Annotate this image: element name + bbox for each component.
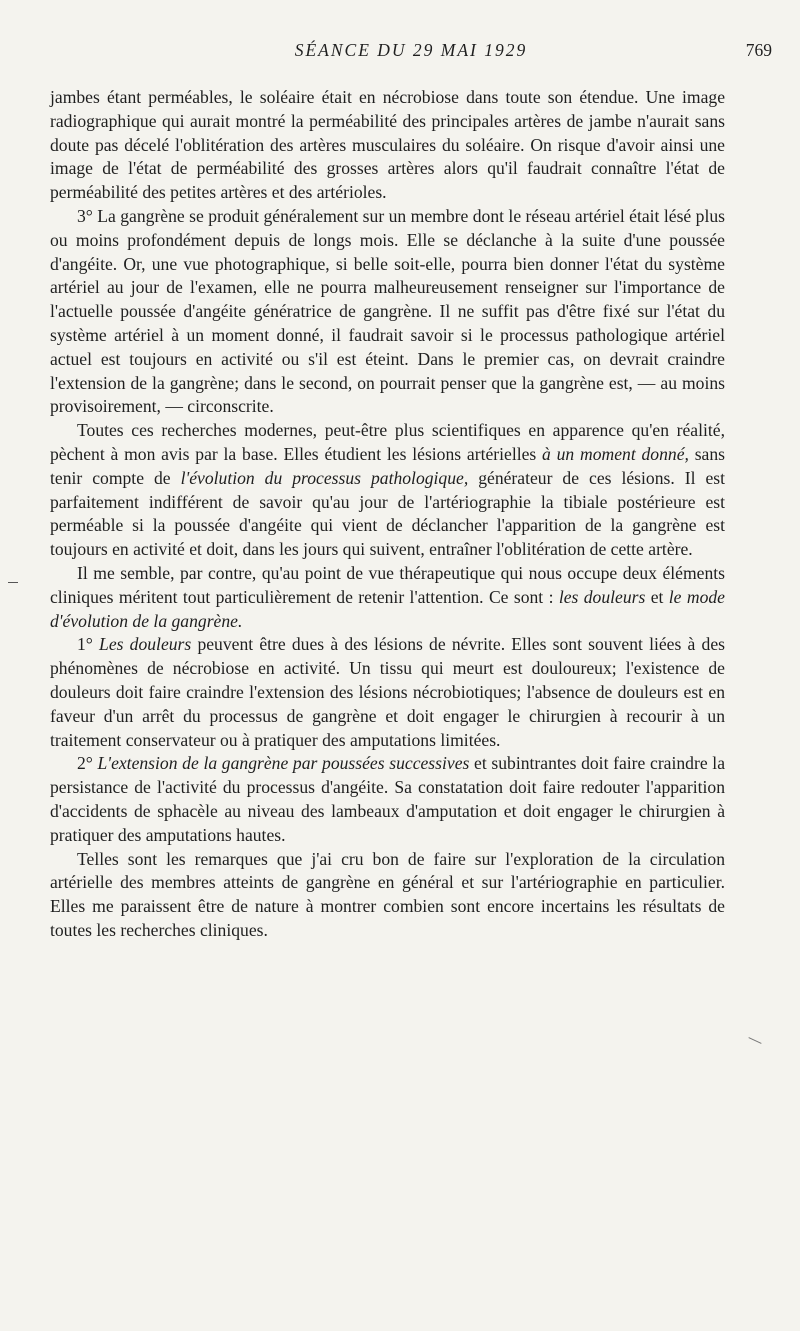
paragraph-4	[50, 562, 725, 633]
paragraph-text: sans tenir compte de	[50, 443, 725, 488]
italic-phrase: L'extension de la gangrène par poussées successives	[97, 753, 470, 774]
paragraph-text: 1°	[77, 634, 100, 655]
italic-phrase: le mode d'évolution de la gangrène.	[50, 586, 725, 631]
paragraph-text: et	[645, 586, 669, 607]
paragraph-text: 2°	[77, 753, 98, 774]
paragraph-text: 3° La gangrène se produit généralement sur un membre dont le réseau artériel était lésé plus ou moins profondément depuis de longs mois. Elle se déclanche à la suite d'une poussée d'angéite. Or, une vue photographique, si belle soit-elle, pourra bien donner l'état du système artériel au jour de l'examen, elle ne pourra malheureusement renseigner sur l'importance de l'actuelle poussée d'angéite génératrice de gangrène. Il ne suffit pas d'être fixé sur l'état du système artériel à un moment donné, il faudrait savoir si le processus pathologique artériel actuel est toujours en activité ou s'il est éteint. Dans le premier cas, on devrait craindre l'extension de la gangrène; dans le second, on pourrait penser que la gangrène est, — au moins provisoirement, — circonscrite.	[50, 205, 725, 417]
margin-mark	[748, 1037, 761, 1044]
running-head: SÉANCE DU 29 MAI 1929	[294, 40, 528, 60]
paragraph-3	[50, 419, 725, 562]
paragraph-text: jambes étant perméables, le soléaire était en nécrobiose dans toute son étendue. Une image radiographique qui aurait montré la perméabilité des principales artères de jambe n'aurait sans doute pas décelé l'oblitération des artères musculaires du soléaire. On risque d'avoir ainsi une image de l'état de perméabilité des grosses artères alors qu'il faudrait connaître l'état de perméabilité des petites artères et des artérioles.	[50, 87, 725, 203]
paragraph-text: peuvent être dues à des lésions de névrite. Elles sont souvent liées à des phénomènes de nécrobiose en activité. Un tissu qui meurt est douloureux; l'existence de douleurs doit faire craindre l'extension des lésions nécrobiotiques; l'absence de douleurs est en faveur d'un arrêt du processus de gangrène et doit engager le chirurgien à recourir à un traitement conservateur ou à pratiquer des amputations limitées.	[50, 634, 725, 750]
italic-phrase: les douleurs	[558, 586, 646, 607]
paragraph-text: et subintrantes doit faire craindre la persistance de l'activité du processus d'angéite. Sa constatation doit faire redouter l'apparition d'accidents de sphacèle au niveau des lambeaux d'amputation et doit engager le chirurgien à pratiquer des amputations hautes.	[50, 753, 726, 845]
paragraph-text: Telles sont les remarques que j'ai cru bon de faire sur l'exploration de la circulation artérielle des membres atteints de gangrène en général et sur l'artériographie en particulier. Elles me paraissent être de nature à montrer combien sont encore incertains les résultats de toutes les recherches cliniques.	[50, 848, 725, 940]
paragraph-text: générateur de ces lésions. Il est parfaitement indifférent de savoir qu'au jour de l'artériographie la tibiale postérieure est perméable si la poussée d'angéite qui vient de déclancher l'apparition de la gangrène est toujours en activité et doit, dans les jours qui suivent, entraîner l'oblitération de cette artère.	[50, 467, 725, 560]
margin-mark	[8, 582, 18, 583]
italic-phrase: l'évolution du processus pathologique,	[180, 467, 469, 488]
paragraph-1	[50, 86, 725, 205]
italic-phrase: Les douleurs	[99, 634, 192, 655]
paragraph-text: Il me semble, par contre, qu'au point de vue thérapeutique qui nous occupe deux éléments cliniques méritent tout particulièrement de retenir l'attention. Ce sont :	[50, 562, 725, 607]
page-number: 769	[745, 40, 772, 60]
paragraph-7	[50, 848, 725, 943]
paragraph-6	[50, 752, 725, 847]
body-text	[50, 86, 725, 943]
paragraph-text: Toutes ces recherches modernes, peut-être plus scientifiques en apparence qu'en réalité, pèchent à mon avis par la base. Elles étudient les lésions artérielles	[50, 420, 725, 464]
page-header	[50, 40, 772, 68]
italic-phrase: à un moment donné,	[542, 443, 689, 464]
paragraph-2	[50, 205, 725, 419]
paragraph-5	[50, 633, 725, 752]
